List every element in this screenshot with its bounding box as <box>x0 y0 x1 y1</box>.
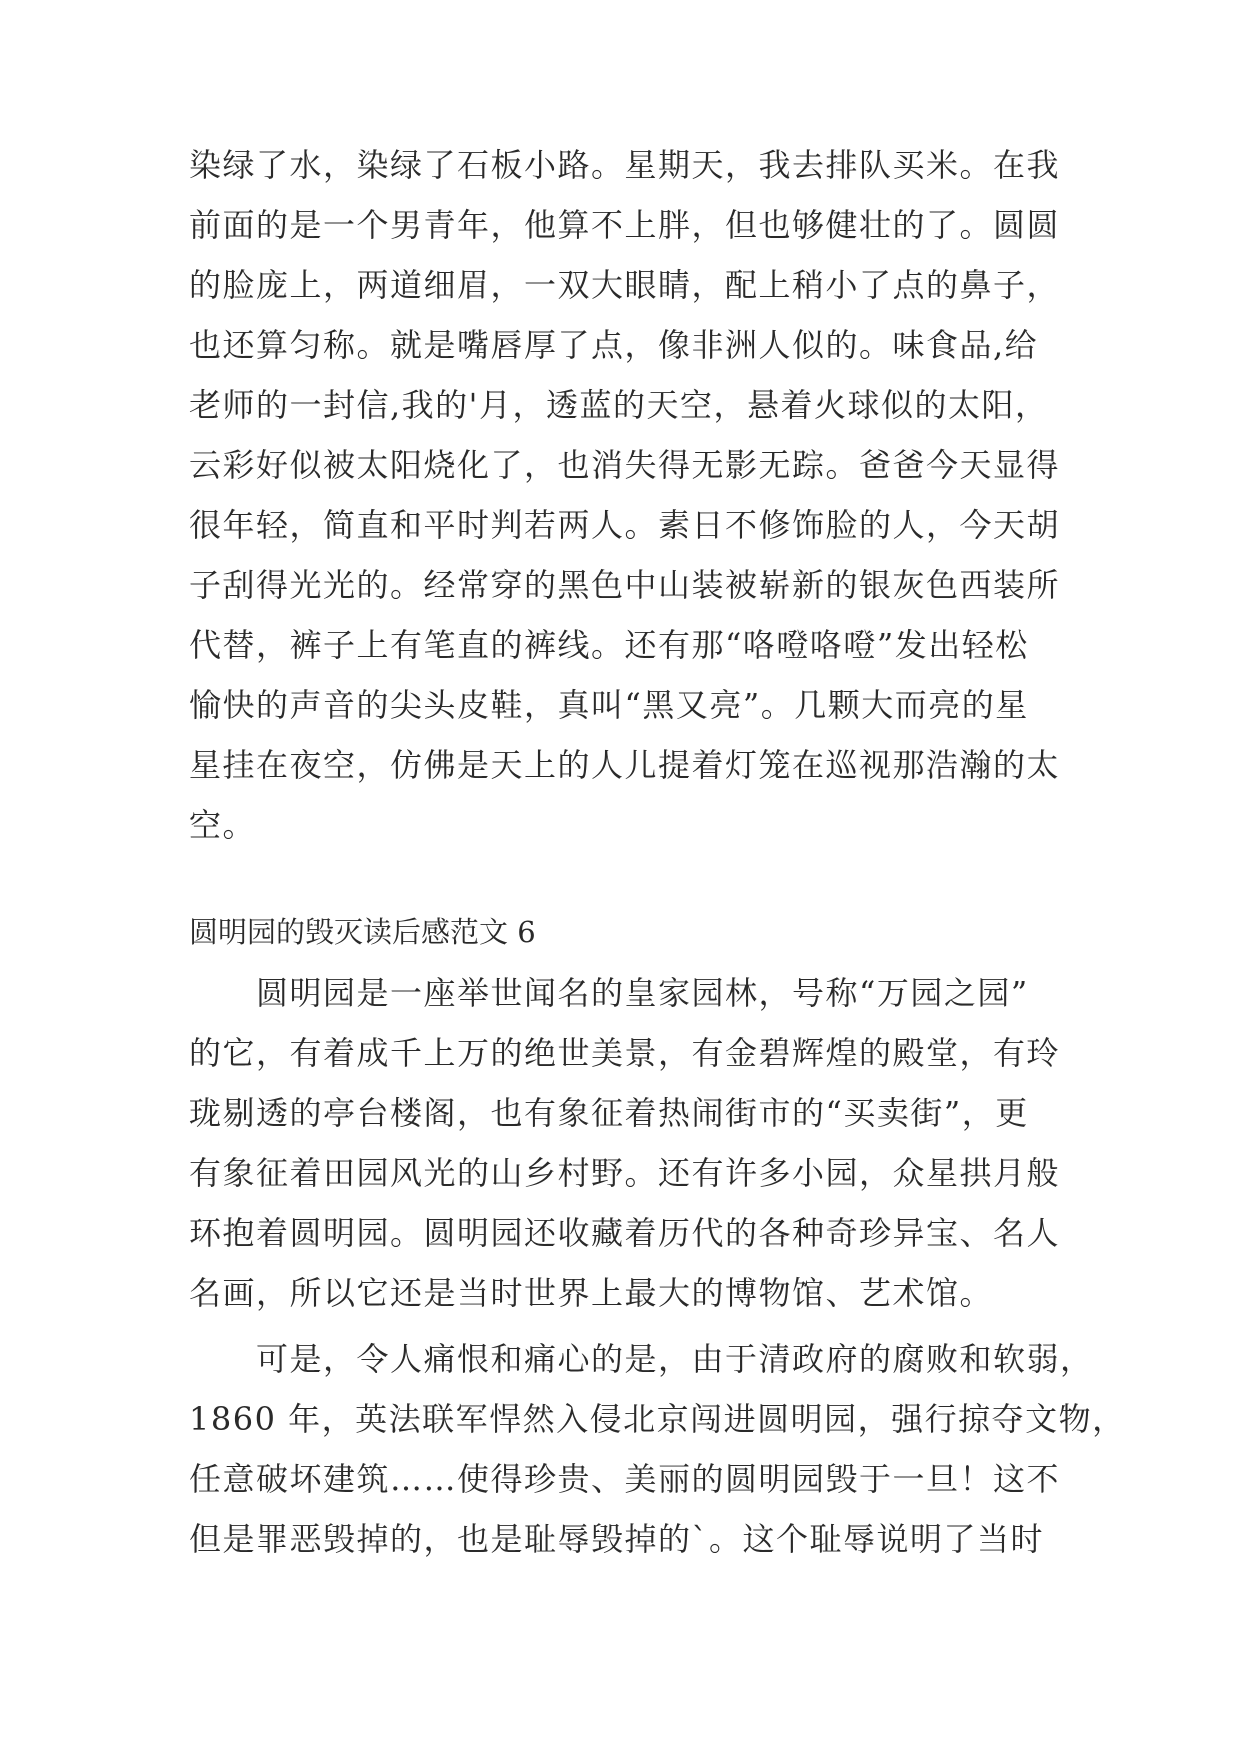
text-line: 染绿了水，染绿了石板小路。星期天，我去排队买米。在我 <box>189 146 1061 184</box>
text-line: 任意破坏建筑……使得珍贵、美丽的圆明园毁于一旦！这不 <box>189 1460 1061 1498</box>
text-line: 云彩好似被太阳烧化了，也消失得无影无踪。爸爸今天显得 <box>189 446 1061 484</box>
text-line: 但是罪恶毁掉的，也是耻辱毁掉的`。这个耻辱说明了当时 <box>189 1520 1045 1558</box>
text-line: 的脸庞上，两道细眉，一双大眼睛，配上稍小了点的鼻子， <box>189 266 1061 304</box>
text-line: 的它，有着成千上万的绝世美景，有金碧辉煌的殿堂，有玲 <box>189 1034 1061 1072</box>
text-line: 1860 年，英法联军悍然入侵北京闯进圆明园，强行掠夺文物， <box>189 1400 1126 1438</box>
text-line: 空。 <box>189 806 257 844</box>
text-line: 名画，所以它还是当时世界上最大的博物馆、艺术馆。 <box>189 1274 994 1312</box>
text-line: 也还算匀称。就是嘴唇厚了点，像非洲人似的。味食品,给 <box>189 326 1039 364</box>
text-line: 星挂在夜空，仿佛是天上的人儿提着灯笼在巡视那浩瀚的太 <box>189 746 1061 784</box>
text-line: 子刮得光光的。经常穿的黑色中山装被崭新的银灰色西装所 <box>189 566 1061 604</box>
text-line: 愉快的声音的尖头皮鞋，真叫“黑又亮”。几颗大而亮的星 <box>189 686 1029 724</box>
text-line: 可是，令人痛恨和痛心的是，由于清政府的腐败和软弱， <box>189 1340 1094 1378</box>
text-line: 前面的是一个男青年，他算不上胖，但也够健壮的了。圆圆 <box>189 206 1061 244</box>
text-line: 珑剔透的亭台楼阁，也有象征着热闹街市的“买卖街”，更 <box>189 1094 1029 1132</box>
text-line: 代替，裤子上有笔直的裤线。还有那“咯噔咯噔”发出轻松 <box>189 626 1029 664</box>
text-line: 环抱着圆明园。圆明园还收藏着历代的各种奇珍异宝、名人 <box>189 1214 1061 1252</box>
text-line: 有象征着田园风光的山乡村野。还有许多小园，众星拱月般 <box>189 1154 1061 1192</box>
text-line: 很年轻，简直和平时判若两人。素日不修饰脸的人，今天胡 <box>189 506 1061 544</box>
text-line: 老师的一封信,我的'月，透蓝的天空，悬着火球似的太阳， <box>189 386 1049 424</box>
section-heading: 圆明园的毁灭读后感范文 6 <box>189 915 536 949</box>
text-line: 圆明园是一座举世闻名的皇家园林，号称“万园之园” <box>189 974 1029 1012</box>
